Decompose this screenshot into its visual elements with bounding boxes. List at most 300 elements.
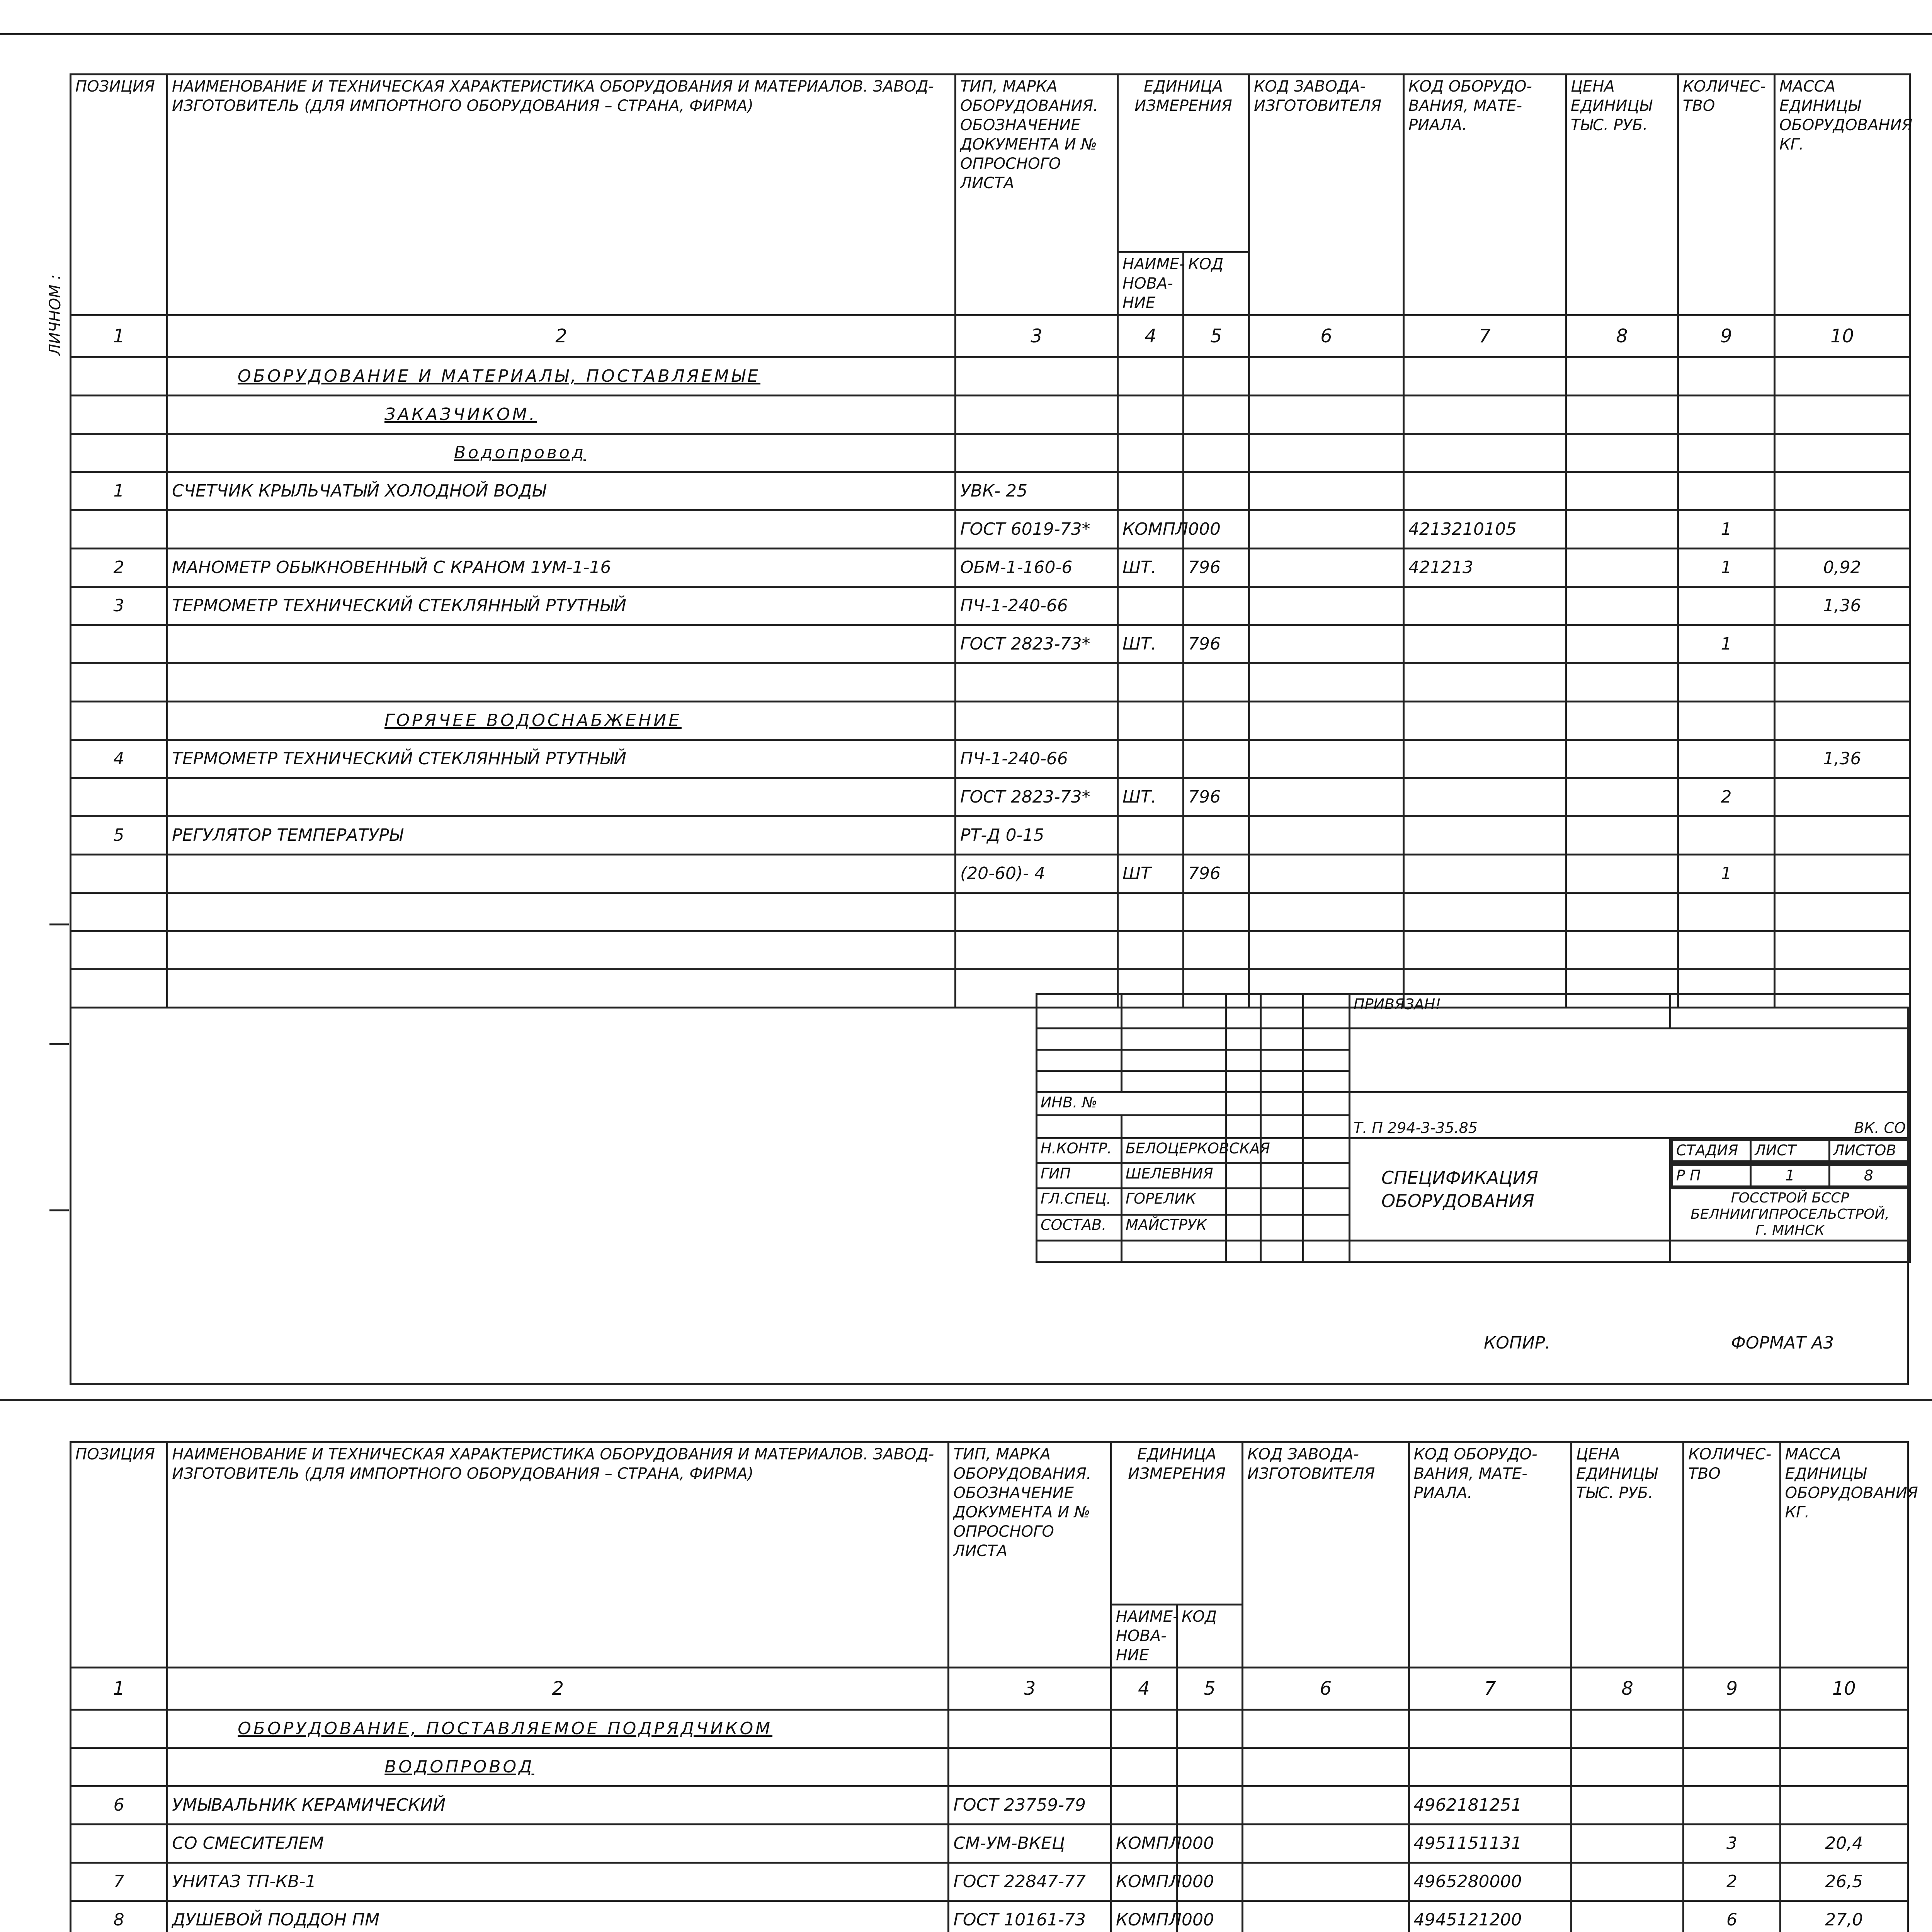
unit-code-cell: [1184, 434, 1249, 472]
position-cell: [71, 855, 167, 893]
name-cell: [167, 510, 956, 549]
column-number: 9: [1684, 1668, 1780, 1710]
mass-cell: [1775, 434, 1910, 472]
sheet-separator-line: [0, 1399, 1932, 1401]
org-3: Г. МИНСК: [1755, 1223, 1825, 1238]
unit-code-cell: [1184, 702, 1249, 740]
col-qty: КОЛИЧЕС-ТВО: [1684, 1442, 1780, 1668]
equip-code-cell: [1404, 396, 1566, 434]
table-row: [71, 816, 1910, 855]
column-number-row: [71, 315, 1910, 357]
equip-code-cell: [1404, 740, 1566, 778]
spec-sheet-2: [70, 1441, 1918, 1932]
type-cell: [956, 434, 1118, 472]
price-cell: [1566, 816, 1678, 855]
price-cell: [1566, 357, 1678, 396]
equip-code-cell: [1404, 434, 1566, 472]
equip-code-cell: 4965280000: [1409, 1863, 1571, 1901]
position-cell: [71, 510, 167, 549]
type-cell: [956, 663, 1118, 702]
price-cell: [1566, 893, 1678, 931]
type-cell: ПЧ-1-240-66: [956, 740, 1118, 778]
col-unit: ЕДИНИЦА ИЗМЕРЕНИЯ: [1111, 1442, 1242, 1605]
name-cell: [167, 1786, 949, 1825]
item-name: ТЕРМОМЕТР ТЕХНИЧЕСКИЙ СТЕКЛЯННЫЙ РТУТНЫЙ: [172, 596, 627, 616]
mass-cell: 20,4: [1780, 1825, 1908, 1863]
equip-code-cell: [1409, 1710, 1571, 1748]
unit-code-cell: [1177, 1710, 1242, 1748]
column-number: 5: [1177, 1668, 1242, 1710]
table-row: [71, 396, 1910, 434]
price-cell: [1571, 1825, 1684, 1863]
position-cell: 2: [71, 549, 167, 587]
position-cell: 5: [71, 816, 167, 855]
mass-cell: [1775, 472, 1910, 510]
mass-cell: 1,36: [1775, 740, 1910, 778]
name-2: ШЕЛЕВНИЯ: [1122, 1163, 1226, 1189]
name-cell: [167, 1748, 949, 1786]
unit-name-cell: [1111, 1748, 1177, 1786]
position-cell: [71, 663, 167, 702]
column-number: 7: [1404, 315, 1566, 357]
col-equip-code: КОД ОБОРУДО-ВАНИЯ, МАТЕ-РИАЛА.: [1404, 75, 1566, 315]
column-number: 10: [1775, 315, 1910, 357]
role-gip: ГИП: [1037, 1163, 1122, 1189]
factory-code-cell: [1249, 396, 1404, 434]
col-mass: МАССА ЕДИНИЦЫ ОБОРУДОВАНИЯ КГ.: [1775, 75, 1910, 315]
type-cell: РТ-Д 0-15: [956, 816, 1118, 855]
item-name: СЧЕТЧИК КРЫЛЬЧАТЫЙ ХОЛОДНОЙ ВОДЫ: [172, 481, 546, 501]
top-border-line: [0, 33, 1932, 35]
equip-code-cell: 4951151131: [1409, 1825, 1571, 1863]
unit-name-cell: [1118, 357, 1184, 396]
type-cell: [956, 357, 1118, 396]
margin-tick: [49, 1043, 69, 1045]
spec-title-2: ОБОРУДОВАНИЯ: [1381, 1190, 1534, 1211]
unit-name-cell: [1118, 931, 1184, 969]
mass-cell: [1780, 1786, 1908, 1825]
table-row: [71, 778, 1910, 816]
name-3: ГОРЕЛИК: [1122, 1189, 1226, 1215]
price-cell: [1571, 1748, 1684, 1786]
table-row: [71, 702, 1910, 740]
factory-code-cell: [1243, 1748, 1409, 1786]
name-cell: [167, 893, 956, 931]
col-unit-name: НАИМЕ-НОВА-НИЕ: [1111, 1605, 1177, 1668]
name-cell: [167, 1863, 949, 1901]
column-number: 1: [71, 1668, 167, 1710]
col-pos: ПОЗИЦИЯ: [71, 1442, 167, 1668]
equip-code-cell: 4962181251: [1409, 1786, 1571, 1825]
unit-name-cell: [1118, 472, 1184, 510]
item-name: ТЕРМОМЕТР ТЕХНИЧЕСКИЙ СТЕКЛЯННЫЙ РТУТНЫЙ: [172, 749, 627, 769]
factory-code-cell: [1249, 740, 1404, 778]
table-row: [71, 1825, 1908, 1863]
col-unit-code: КОД: [1184, 252, 1249, 315]
type-cell: [949, 1748, 1111, 1786]
unit-code-cell: 000: [1177, 1825, 1242, 1863]
table-row: [71, 434, 1910, 472]
factory-code-cell: [1249, 931, 1404, 969]
column-number-row: [71, 1668, 1908, 1710]
unit-name-cell: ШТ.: [1118, 625, 1184, 663]
header-row: [71, 75, 1910, 252]
column-number: 3: [949, 1668, 1111, 1710]
position-cell: [71, 625, 167, 663]
type-cell: ПЧ-1-240-66: [956, 587, 1118, 625]
quantity-cell: 6: [1684, 1901, 1780, 1932]
type-cell: [956, 702, 1118, 740]
price-cell: [1566, 587, 1678, 625]
price-cell: [1566, 740, 1678, 778]
factory-code-cell: [1249, 587, 1404, 625]
equip-code-cell: [1404, 587, 1566, 625]
doc-suffix: ВК. СО: [1854, 1119, 1906, 1136]
type-cell: [949, 1710, 1111, 1748]
name-cell: [167, 816, 956, 855]
position-cell: 4: [71, 740, 167, 778]
price-cell: [1571, 1710, 1684, 1748]
table-row: [71, 855, 1910, 893]
quantity-cell: [1678, 434, 1775, 472]
name-cell: [167, 969, 956, 1008]
column-number: 6: [1249, 315, 1404, 357]
factory-code-cell: [1243, 1901, 1409, 1932]
spec-sheet-1: [70, 73, 1913, 1385]
column-number: 1: [71, 315, 167, 357]
unit-name-cell: [1118, 587, 1184, 625]
type-cell: ГОСТ 10161-73: [949, 1901, 1111, 1932]
unit-name-cell: КОМПЛ.: [1111, 1825, 1177, 1863]
position-cell: 6: [71, 1786, 167, 1825]
item-name: ОБОРУДОВАНИЕ, ПОСТАВЛЯЕМОЕ ПОДРЯДЧИКОМ: [238, 1719, 773, 1738]
inv-label: ИНВ. №: [1037, 1092, 1226, 1116]
price-cell: [1566, 434, 1678, 472]
table-row: [71, 663, 1910, 702]
col-unit-code: КОД: [1177, 1605, 1242, 1668]
table-row: [71, 587, 1910, 625]
mass-cell: [1775, 702, 1910, 740]
org-2: БЕЛНИИГИПРОСЕЛЬСТРОЙ,: [1690, 1206, 1889, 1222]
equip-code-cell: [1404, 663, 1566, 702]
name-cell: [167, 702, 956, 740]
type-cell: ГОСТ 22847-77: [949, 1863, 1111, 1901]
margin-tick: [49, 923, 69, 925]
mass-cell: [1775, 931, 1910, 969]
position-cell: [71, 969, 167, 1008]
table-row: [71, 1710, 1908, 1748]
mass-cell: [1780, 1710, 1908, 1748]
position-cell: [71, 1748, 167, 1786]
equip-code-cell: [1404, 893, 1566, 931]
mass-cell: [1780, 1748, 1908, 1786]
quantity-cell: [1678, 587, 1775, 625]
table-row: [71, 1748, 1908, 1786]
equip-code-cell: [1404, 778, 1566, 816]
table-row: [71, 1786, 1908, 1825]
quantity-cell: [1678, 357, 1775, 396]
column-number: 3: [956, 315, 1118, 357]
sheets-header: ЛИСТОВ: [1829, 1140, 1908, 1162]
col-factory-code: КОД ЗАВОДА-ИЗГОТОВИТЕЛЯ: [1243, 1442, 1409, 1668]
mass-cell: [1775, 357, 1910, 396]
equip-code-cell: [1404, 625, 1566, 663]
name-cell: [167, 663, 956, 702]
column-number: 4: [1111, 1668, 1177, 1710]
quantity-cell: [1678, 740, 1775, 778]
col-mass: МАССА ЕДИНИЦЫ ОБОРУДОВАНИЯ КГ.: [1780, 1442, 1908, 1668]
quantity-cell: [1678, 472, 1775, 510]
factory-code-cell: [1243, 1710, 1409, 1748]
table-row: [71, 893, 1910, 931]
table-row: [71, 357, 1910, 396]
type-cell: СМ-УМ-ВКЕЦ: [949, 1825, 1111, 1863]
unit-code-cell: [1184, 357, 1249, 396]
quantity-cell: 3: [1684, 1825, 1780, 1863]
column-number: 2: [167, 1668, 949, 1710]
unit-code-cell: 000: [1177, 1863, 1242, 1901]
price-cell: [1566, 396, 1678, 434]
name-cell: [167, 1825, 949, 1863]
equip-code-cell: [1404, 816, 1566, 855]
col-unit: ЕДИНИЦА ИЗМЕРЕНИЯ: [1118, 75, 1249, 252]
mass-cell: 26,5: [1780, 1863, 1908, 1901]
name-4: МАЙСТРУК: [1122, 1214, 1226, 1241]
col-equip-code: КОД ОБОРУДО-ВАНИЯ, МАТЕ-РИАЛА.: [1409, 1442, 1571, 1668]
name-cell: [167, 1710, 949, 1748]
name-cell: [167, 855, 956, 893]
price-cell: [1566, 549, 1678, 587]
quantity-cell: [1678, 702, 1775, 740]
col-qty: КОЛИЧЕС-ТВО: [1678, 75, 1775, 315]
col-price: ЦЕНА ЕДИНИЦЫ ТЫС. РУБ.: [1571, 1442, 1684, 1668]
factory-code-cell: [1249, 663, 1404, 702]
quantity-cell: 1: [1678, 549, 1775, 587]
equip-code-cell: [1409, 1748, 1571, 1786]
stage-header: СТАДИЯ: [1672, 1140, 1751, 1162]
quantity-cell: [1678, 893, 1775, 931]
position-cell: [71, 931, 167, 969]
unit-name-cell: ШТ: [1118, 855, 1184, 893]
quantity-cell: [1684, 1786, 1780, 1825]
column-number: 8: [1571, 1668, 1684, 1710]
role-nkontr: Н.КОНТР.: [1037, 1138, 1122, 1163]
type-cell: ГОСТ 6019-73*: [956, 510, 1118, 549]
table-row: [71, 1901, 1908, 1932]
unit-code-cell: [1184, 816, 1249, 855]
item-name: ГОРЯЧЕЕ ВОДОСНАБЖЕНИЕ: [384, 711, 682, 730]
name-cell: [167, 625, 956, 663]
quantity-cell: [1684, 1748, 1780, 1786]
type-cell: (20-60)- 4: [956, 855, 1118, 893]
price-cell: [1566, 625, 1678, 663]
col-name: НАИМЕНОВАНИЕ И ТЕХНИЧЕСКАЯ ХАРАКТЕРИСТИКА ОБОРУДОВАНИЯ И МАТЕРИАЛОВ. ЗАВОД-ИЗГОТОВИТЕЛЬ (ДЛЯ ИМПОРТНОГО ОБОРУДОВАНИЯ – СТРАНА, ФИРМА): [167, 75, 956, 315]
spec-table-1: [70, 73, 1911, 1009]
item-name: УМЫВАЛЬНИК КЕРАМИЧЕСКИЙ: [172, 1795, 446, 1815]
mass-cell: [1775, 510, 1910, 549]
type-cell: [956, 931, 1118, 969]
factory-code-cell: [1249, 702, 1404, 740]
unit-code-cell: [1184, 893, 1249, 931]
equip-code-cell: [1404, 702, 1566, 740]
equip-code-cell: 421213: [1404, 549, 1566, 587]
position-cell: 8: [71, 1901, 167, 1932]
doc-code: Т. П 294-3-35.85: [1354, 1119, 1478, 1136]
name-cell: [167, 434, 956, 472]
stage-value: Р П: [1672, 1165, 1751, 1187]
spec-table-2: [70, 1441, 1918, 1932]
name-1: БЕЛОЦЕРКОВСКАЯ: [1122, 1138, 1226, 1163]
position-cell: [71, 1710, 167, 1748]
position-cell: 3: [71, 587, 167, 625]
mass-cell: [1775, 778, 1910, 816]
equip-code-cell: 4945121200: [1409, 1901, 1571, 1932]
table-row: [71, 472, 1910, 510]
mass-cell: [1775, 663, 1910, 702]
unit-name-cell: [1118, 396, 1184, 434]
quantity-cell: 1: [1678, 510, 1775, 549]
sheet-value: 1: [1751, 1165, 1829, 1187]
unit-code-cell: 796: [1184, 855, 1249, 893]
privyazan-label: ПРИВЯЗАН!: [1350, 994, 1670, 1029]
column-number: 10: [1780, 1668, 1908, 1710]
price-cell: [1566, 855, 1678, 893]
position-cell: [71, 1825, 167, 1863]
type-cell: ГОСТ 23759-79: [949, 1786, 1111, 1825]
price-cell: [1571, 1786, 1684, 1825]
col-factory-code: КОД ЗАВОДА-ИЗГОТОВИТЕЛЯ: [1249, 75, 1404, 315]
price-cell: [1566, 778, 1678, 816]
kopir-label-1: КОПИР.: [1484, 1333, 1551, 1353]
quantity-cell: 1: [1678, 625, 1775, 663]
factory-code-cell: [1249, 893, 1404, 931]
item-name: ВОДОПРОВОД: [384, 1757, 534, 1777]
unit-name-cell: КОМПЛ.: [1111, 1863, 1177, 1901]
unit-name-cell: [1118, 663, 1184, 702]
quantity-cell: 1: [1678, 855, 1775, 893]
mass-cell: [1775, 855, 1910, 893]
factory-code-cell: [1243, 1825, 1409, 1863]
price-cell: [1566, 702, 1678, 740]
equip-code-cell: 4213210105: [1404, 510, 1566, 549]
table-row: [71, 740, 1910, 778]
unit-code-cell: 000: [1184, 510, 1249, 549]
unit-code-cell: 796: [1184, 778, 1249, 816]
type-cell: ОБМ-1-160-6: [956, 549, 1118, 587]
unit-code-cell: [1184, 663, 1249, 702]
type-cell: [956, 396, 1118, 434]
equip-code-cell: [1404, 357, 1566, 396]
item-name: ДУШЕВОЙ ПОДДОН ПМ: [172, 1910, 380, 1930]
type-cell: [956, 893, 1118, 931]
table-row: [71, 549, 1910, 587]
unit-name-cell: [1111, 1786, 1177, 1825]
price-cell: [1566, 510, 1678, 549]
column-number: 2: [167, 315, 956, 357]
quantity-cell: [1684, 1710, 1780, 1748]
name-cell: [167, 778, 956, 816]
format-label-1: ФОРМАТ А3: [1731, 1333, 1834, 1353]
quantity-cell: [1678, 931, 1775, 969]
col-pos: ПОЗИЦИЯ: [71, 75, 167, 315]
column-number: 8: [1566, 315, 1678, 357]
item-name: СО СМЕСИТЕЛЕМ: [172, 1833, 324, 1853]
name-cell: [167, 472, 956, 510]
factory-code-cell: [1243, 1786, 1409, 1825]
type-cell: ГОСТ 2823-73*: [956, 778, 1118, 816]
unit-code-cell: [1184, 396, 1249, 434]
header-row: [71, 1442, 1908, 1605]
price-cell: [1571, 1901, 1684, 1932]
mass-cell: 27,0: [1780, 1901, 1908, 1932]
quantity-cell: [1678, 663, 1775, 702]
quantity-cell: 2: [1678, 778, 1775, 816]
position-cell: [71, 778, 167, 816]
unit-name-cell: [1118, 702, 1184, 740]
unit-name-cell: [1118, 893, 1184, 931]
unit-name-cell: [1118, 740, 1184, 778]
column-number: 6: [1243, 1668, 1409, 1710]
factory-code-cell: [1249, 625, 1404, 663]
factory-code-cell: [1249, 816, 1404, 855]
name-cell: [167, 740, 956, 778]
unit-name-cell: [1118, 434, 1184, 472]
table-row: [71, 510, 1910, 549]
item-name: РЕГУЛЯТОР ТЕМПЕРАТУРЫ: [172, 825, 403, 845]
position-cell: [71, 893, 167, 931]
unit-code-cell: [1177, 1748, 1242, 1786]
role-glspec: ГЛ.СПЕЦ.: [1037, 1189, 1122, 1215]
table-row: [71, 1863, 1908, 1901]
column-number: 7: [1409, 1668, 1571, 1710]
name-cell: [167, 549, 956, 587]
title-block-1: [1036, 993, 1911, 1263]
col-name: НАИМЕНОВАНИЕ И ТЕХНИЧЕСКАЯ ХАРАКТЕРИСТИКА ОБОРУДОВАНИЯ И МАТЕРИАЛОВ. ЗАВОД-ИЗГОТОВИТЕЛЬ (ДЛЯ ИМПОРТНОГО ОБОРУДОВАНИЯ – СТРАНА, ФИРМА): [167, 1442, 949, 1668]
unit-code-cell: [1184, 740, 1249, 778]
col-type: ТИП, МАРКА ОБОРУДОВАНИЯ. ОБОЗНАЧЕНИЕ ДОКУМЕНТА И № ОПРОСНОГО ЛИСТА: [956, 75, 1118, 315]
unit-code-cell: [1177, 1786, 1242, 1825]
unit-name-cell: [1111, 1710, 1177, 1748]
unit-code-cell: 000: [1177, 1901, 1242, 1932]
factory-code-cell: [1243, 1863, 1409, 1901]
unit-code-cell: [1184, 587, 1249, 625]
unit-code-cell: 796: [1184, 549, 1249, 587]
equip-code-cell: [1404, 472, 1566, 510]
mass-cell: 0,92: [1775, 549, 1910, 587]
position-cell: [71, 434, 167, 472]
role-sostav: СОСТАВ.: [1037, 1214, 1122, 1241]
unit-name-cell: [1118, 816, 1184, 855]
margin-tick: [49, 1209, 69, 1211]
price-cell: [1571, 1863, 1684, 1901]
price-cell: [1566, 663, 1678, 702]
factory-code-cell: [1249, 434, 1404, 472]
name-cell: [167, 931, 956, 969]
item-name: МАНОМЕТР ОБЫКНОВЕННЫЙ С КРАНОМ 1УМ-1-16: [172, 558, 611, 577]
factory-code-cell: [1249, 357, 1404, 396]
position-cell: [71, 702, 167, 740]
item-name: ЗАКАЗЧИКОМ.: [384, 405, 537, 424]
name-cell: [167, 587, 956, 625]
spec-title-1: СПЕЦИФИКАЦИЯ: [1381, 1167, 1539, 1188]
factory-code-cell: [1249, 472, 1404, 510]
position-cell: [71, 396, 167, 434]
name-cell: [167, 357, 956, 396]
mass-cell: [1775, 625, 1910, 663]
factory-code-cell: [1249, 510, 1404, 549]
factory-code-cell: [1249, 855, 1404, 893]
col-type: ТИП, МАРКА ОБОРУДОВАНИЯ. ОБОЗНАЧЕНИЕ ДОКУМЕНТА И № ОПРОСНОГО ЛИСТА: [949, 1442, 1111, 1668]
